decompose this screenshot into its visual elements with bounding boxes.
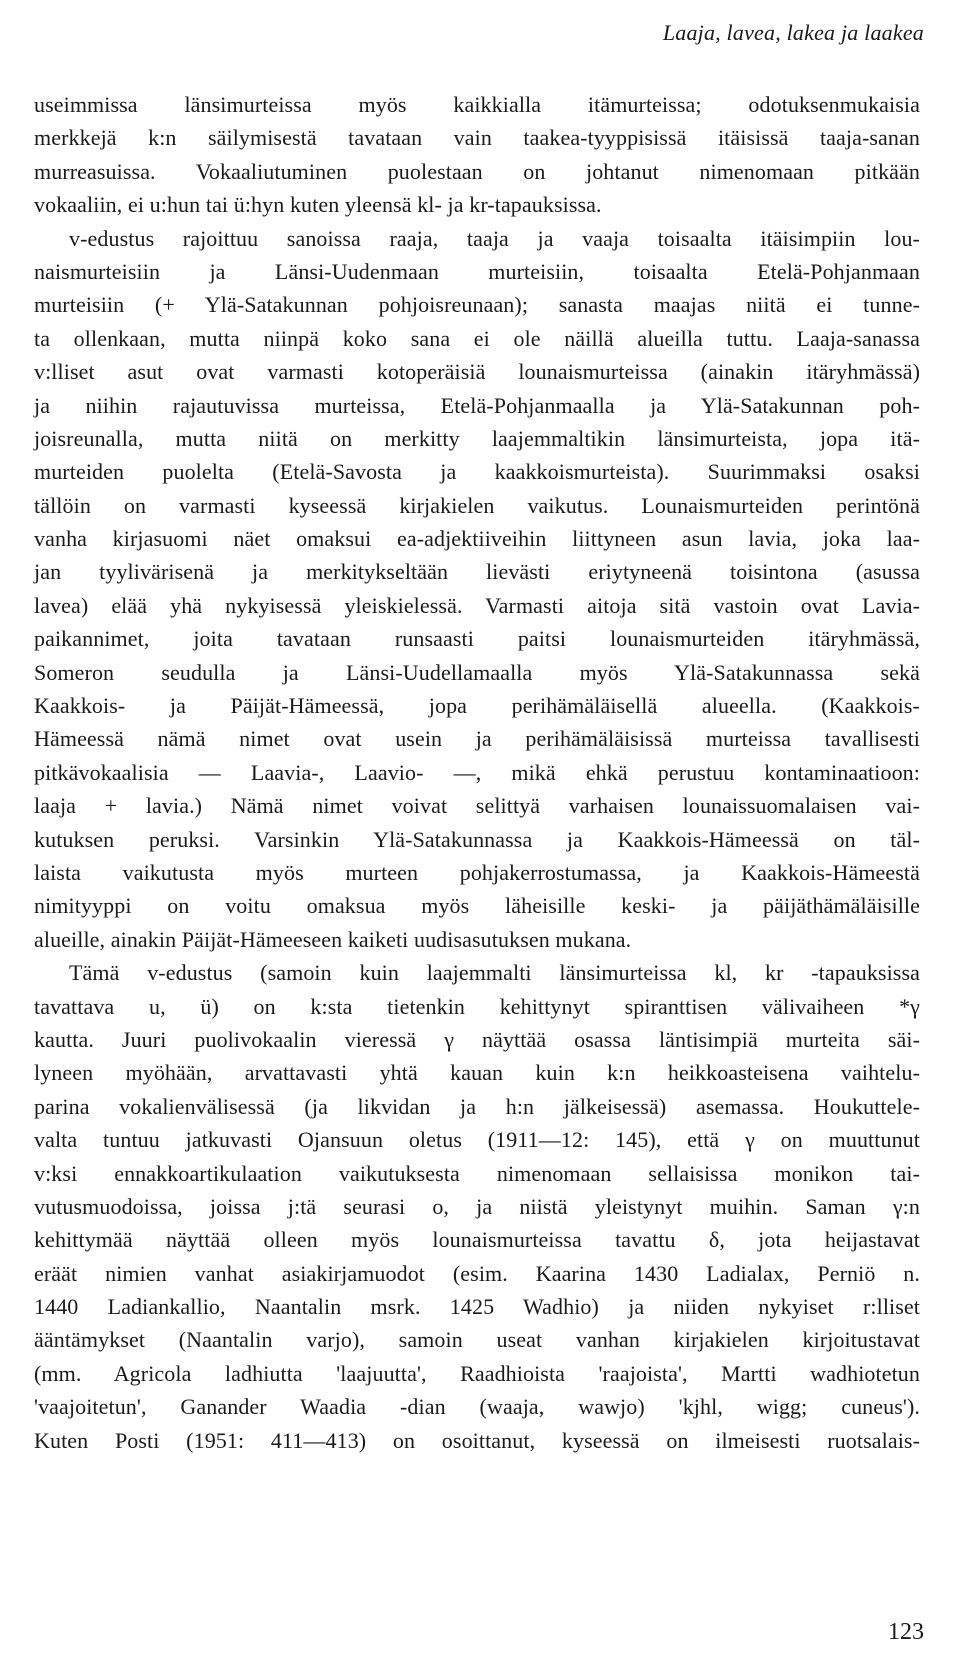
text-line: Kaakkois- ja Päijät-Hämeessä, jopa perihämäläisellä alueella. (Kaakkois- — [34, 693, 920, 719]
text-line: eräät nimien vanhat asiakirjamuodot (esim. Kaarina 1430 Ladialax, Perniö n. — [34, 1260, 920, 1286]
text-line: v-edustus rajoittuu sanoissa raaja, taaja ja vaaja toisaalta itäisimpiin lou- — [69, 225, 920, 251]
text-line: laista vaikutusta myös murteen pohjakerrostumassa, ja Kaakkois-Hämeestä — [34, 859, 920, 885]
text-line: vanha kirjasuomi näet omaksui ea-adjektiiveihin liittyneen asun lavia, joka laa- — [34, 526, 920, 552]
text-line: naismurteisiin ja Länsi-Uudenmaan murteisiin, toisaalta Etelä-Pohjanmaan — [34, 258, 920, 284]
text-line: vokaaliin, ei u:hun tai ü:hyn kuten yleensä kl- ja kr-tapauksissa. — [34, 192, 602, 218]
text-line: Tämä v-edustus (samoin kuin laajemmalti länsimurteissa kl, kr -tapauksissa — [69, 960, 920, 986]
text-line: 1440 Ladiankallio, Naantalin msrk. 1425 Wadhio) ja niiden nykyiset r:lliset — [34, 1294, 920, 1320]
text-line: pitkävokaalisia — Laavia-, Laavio- —, mikä ehkä perustuu kontaminaatioon: — [34, 759, 920, 785]
text-line: kehittymää näyttää olleen myös lounaismurteissa tavattu δ, jota heijastavat — [34, 1227, 920, 1253]
text-line: murreasuissa. Vokaaliutuminen puolestaan on johtanut nimenomaan pitkään — [34, 158, 920, 184]
body-text — [34, 88, 920, 1457]
text-line: (mm. Agricola ladhiutta 'laajuutta', Raadhioista 'raajoista', Martti wadhiotetun — [34, 1360, 920, 1386]
page-number: 123 — [888, 1619, 924, 1645]
text-line: vutusmuodoissa, joissa j:tä seurasi o, ja niistä yleistynyt muihin. Saman γ:n — [34, 1193, 920, 1219]
text-line: kautta. Juuri puolivokaalin vieressä γ näyttää osassa läntisimpiä murteita säi- — [34, 1026, 920, 1052]
text-line: tavattava u, ü) on k:sta tietenkin kehittynyt spiranttisen välivaiheen *γ — [34, 993, 920, 1019]
text-line: jan tyylivärisenä ja merkitykseltään lievästi eriytyneenä toisintona (asussa — [34, 559, 920, 585]
text-line: useimmissa länsimurteissa myös kaikkialla itämurteissa; odotuksenmukaisia — [34, 92, 920, 117]
text-line: nimityyppi on voitu omaksua myös läheisille keski- ja päijäthämäläisille — [34, 893, 920, 919]
text-line: joisreunalla, mutta niitä on merkitty laajemmaltikin länsimurteista, jopa itä- — [34, 425, 920, 451]
text-line: kutuksen peruksi. Varsinkin Ylä-Satakunnassa ja Kaakkois-Hämeessä on täl- — [34, 826, 920, 852]
text-line: laaja + lavia.) Nämä nimet voivat selittyä varhaisen lounaissuomalaisen vai- — [34, 793, 920, 819]
text-line: murteiden puolelta (Etelä-Savosta ja kaakkoismurteista). Suurimmaksi osaksi — [34, 459, 920, 485]
text-line: Hämeessä nämä nimet ovat usein ja perihämäläisissä murteissa tavallisesti — [34, 726, 920, 752]
text-line: v:lliset asut ovat varmasti kotoperäisiä lounaismurteissa (ainakin itäryhmässä) — [34, 359, 920, 385]
text-line: tällöin on varmasti kyseessä kirjakielen vaikutus. Lounaismurteiden perintönä — [34, 492, 920, 518]
text-line: merkkejä k:n säilymisestä tavataan vain taakea-tyyppisissä itäisissä taaja-sanan — [34, 125, 920, 151]
text-line: ja niihin rajautuvissa murteissa, Etelä-Pohjanmaalla ja Ylä-Satakunnan poh- — [34, 392, 920, 418]
text-line: ääntämykset (Naantalin varjo), samoin useat vanhan kirjakielen kirjoitustavat — [34, 1327, 920, 1353]
text-line: murteisiin (+ Ylä-Satakunnan pohjoisreunaan); sanasta maajas niitä ei tunne- — [34, 292, 920, 318]
text-line: valta tuntuu jatkuvasti Ojansuun oletus (1911—12: 145), että γ on muuttunut — [34, 1127, 920, 1153]
text-line: lyneen myöhään, arvattavasti yhtä kauan kuin k:n heikkoasteisena vaihtelu- — [34, 1060, 920, 1086]
running-head: Laaja, lavea, lakea ja laakea — [662, 20, 924, 45]
text-line: v:ksi ennakkoartikulaation vaikutuksesta nimenomaan sellaisissa monikon tai- — [34, 1160, 920, 1186]
text-line: paikannimet, joita tavataan runsaasti paitsi lounaismurteiden itäryhmässä, — [34, 626, 920, 652]
text-line: Someron seudulla ja Länsi-Uudellamaalla myös Ylä-Satakunnassa sekä — [34, 659, 920, 685]
text-line: ta ollenkaan, mutta niinpä koko sana ei ole näillä alueilla tuttu. Laaja-sanassa — [34, 325, 920, 351]
text-line: alueille, ainakin Päijät-Hämeeseen kaiketi uudisasutuksen mukana. — [34, 926, 632, 952]
text-line: lavea) elää yhä nykyisessä yleiskielessä. Varmasti aitoja sitä vastoin ovat Lavia- — [34, 592, 920, 618]
text-line: 'vaajoitetun', Ganander Waadia -dian (waaja, wawjo) 'kjhl, wigg; cuneus'). — [34, 1394, 920, 1420]
text-line: parina vokalienvälisessä (ja likvidan ja h:n jälkeisessä) asemassa. Houkuttele- — [34, 1093, 920, 1119]
text-line: Kuten Posti (1951: 411—413) on osoittanut, kyseessä on ilmeisesti ruotsalais- — [34, 1427, 920, 1453]
